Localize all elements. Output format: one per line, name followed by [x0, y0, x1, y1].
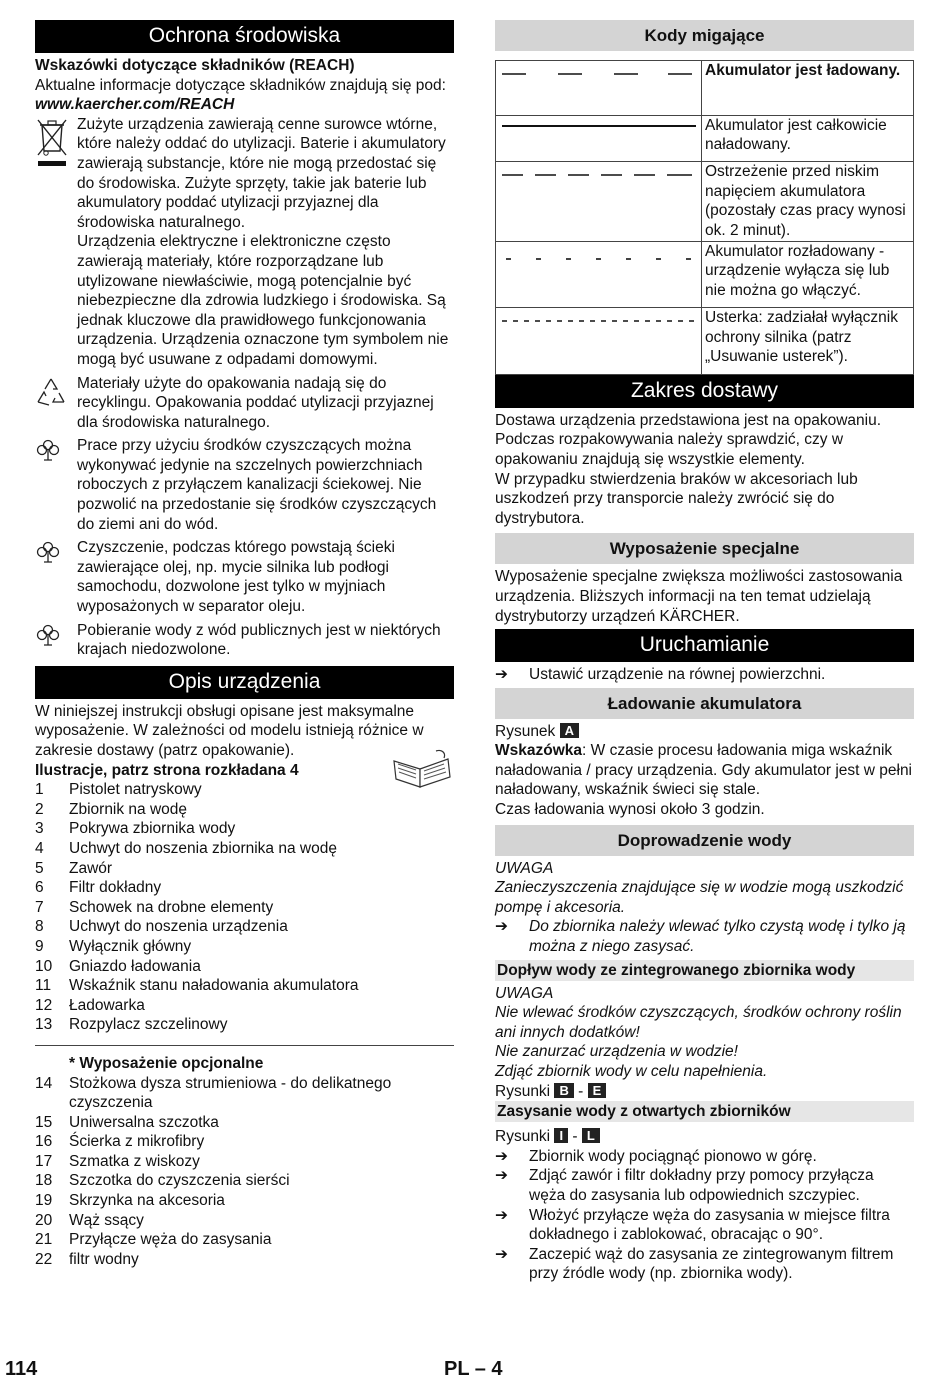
- charging-figure-ref: Rysunek A: [495, 722, 914, 742]
- item-label: Rozpylacz szczelinowy: [69, 1016, 228, 1034]
- warning-line: Nie wlewać środków czyszczących, środków ochrony roślin ani innych dodatków!: [495, 1004, 902, 1041]
- item-label: Wyłącznik główny: [69, 937, 192, 955]
- suction-steps: [495, 1147, 914, 1284]
- item-number: 15: [35, 1113, 53, 1131]
- step-item: [495, 1245, 914, 1284]
- blink-pattern: [496, 115, 702, 162]
- figure-letter-badge: I: [554, 1128, 568, 1143]
- list-item: [35, 1074, 454, 1113]
- code-description: Akumulator rozładowany - urządzenie wyłącza się lub nie można go włączyć.: [702, 241, 914, 308]
- item-number: 17: [35, 1152, 53, 1170]
- parts-list: [35, 780, 454, 1035]
- list-item: [35, 898, 454, 918]
- environment-paragraph: Pobieranie wody z wód publicznych jest w niektórych krajach niedozwolone.: [77, 621, 441, 659]
- item-number: 2: [35, 800, 44, 818]
- step-text: Włożyć przyłącze węża do zasysania w miejsce filtra dokładnego i zablokować, obracając o 90°.: [529, 1206, 890, 1244]
- illustrations-heading: Ilustracje, patrz strona rozkładana 4: [35, 761, 299, 779]
- blink-codes-table: [495, 60, 914, 375]
- cleaning-agents-block: [35, 436, 454, 534]
- environment-tree-icon: [35, 623, 77, 647]
- warning-label: UWAGA: [495, 859, 554, 877]
- blink-pattern: [496, 241, 702, 308]
- code-description: Akumulator jest całkowicie naładowany.: [702, 115, 914, 162]
- item-label: Ścierka z mikrofibry: [69, 1133, 205, 1151]
- item-number: 4: [35, 839, 44, 857]
- item-label: Pistolet natryskowy: [69, 781, 202, 799]
- step-item: [495, 1166, 914, 1205]
- list-item: [35, 1250, 454, 1270]
- tank-warning: [495, 1003, 914, 1081]
- item-number: 10: [35, 957, 53, 975]
- figure-letter-badge: E: [588, 1083, 607, 1098]
- optional-heading-row: [35, 1054, 454, 1074]
- item-number: 13: [35, 1016, 53, 1034]
- list-item: [35, 1152, 454, 1172]
- item-number: 18: [35, 1172, 53, 1190]
- arrow-icon: ➔: [495, 666, 508, 684]
- item-number: 20: [35, 1211, 53, 1229]
- section-title-delivery: Zakres dostawy: [495, 375, 914, 408]
- item-label: Gniazdo ładowania: [69, 957, 201, 975]
- packaging-block: [35, 374, 454, 433]
- public-water-block: [35, 621, 454, 660]
- arrow-icon: ➔: [495, 1147, 508, 1165]
- step-item: [495, 1147, 914, 1167]
- list-item: [35, 1132, 454, 1152]
- arrow-icon: ➔: [495, 918, 508, 936]
- environment-paragraph: Materiały użyte do opakowania nadają się do recyklingu. Opakowania poddać utylizacji przyjaznej dla środowiska naturalnego.: [77, 374, 434, 431]
- description-text: W niniejszej instrukcji obsługi opisane jest maksymalne wyposażenie. W zależności od modelu istnieją różnice w zakresie dostawy (patrz opakowanie).: [35, 702, 424, 759]
- item-label: Szczotka do czyszczenia sierści: [69, 1172, 290, 1190]
- step-text: Zaczepić wąż do zasysania ze zintegrowanym filtrem przy źródle wody (np. zbiornika wody).: [529, 1245, 894, 1283]
- list-item: [35, 996, 454, 1016]
- item-label: Stożkowa dysza strumieniowa - do delikatnego czyszczenia: [69, 1074, 392, 1112]
- item-number: 21: [35, 1231, 53, 1249]
- suction-figure-ref: Rysunki I - L: [495, 1127, 914, 1147]
- special-equipment-text: Wyposażenie specjalne zwiększa możliwości zastosowania urządzenia. Bliższych informacji na ten temat udzielają dystrybutorzy urządzeń KÄRCHER.: [495, 568, 903, 625]
- section-title-startup: Uruchamianie: [495, 629, 914, 662]
- blink-pattern-fast-dashes: [496, 308, 701, 368]
- item-label: Filtr dokładny: [69, 879, 162, 897]
- code-row: [496, 115, 914, 162]
- item-label: Wąż ssący: [69, 1211, 144, 1229]
- item-label: filtr wodny: [69, 1250, 139, 1268]
- environment-paragraph: Czyszczenie, podczas którego powstają ścieki zawierające olej, np. mycie silnika lub podłogi samochodu, dozwolone jest tylko w myjniach wyposażonych w separator oleju.: [77, 539, 395, 616]
- water-warning: Zanieczyszczenia znajdujące się w wodzie mogą uszkodzić pompę i akcesoria.: [495, 879, 904, 916]
- code-description: Ostrzeżenie przed niskim napięciem akumulatora (pozostały czas pracy wynosi ok. 2 minut).: [702, 162, 914, 241]
- startup-step: ➔ Ustawić urządzenie na równej powierzchni.: [495, 666, 826, 684]
- blink-pattern: [496, 308, 702, 375]
- list-item: [35, 1230, 454, 1250]
- figure-letter-badge: B: [554, 1083, 573, 1098]
- step-text: Zbiornik wody pociągnąć pionowo w górę.: [529, 1147, 817, 1165]
- item-label: Przyłącze węża do zasysania: [69, 1231, 272, 1249]
- item-label: Szmatka z wiskozy: [69, 1152, 200, 1170]
- list-item: [35, 917, 454, 937]
- crossed-bin-icon: [35, 117, 77, 169]
- environment-tree-icon: [35, 438, 77, 462]
- code-row: [496, 241, 914, 308]
- charging-time: Czas ładowania wynosi około 3 godzin.: [495, 801, 765, 819]
- section-title-description: Opis urządzenia: [35, 666, 454, 699]
- blink-pattern-solid: [496, 116, 701, 156]
- list-item: [35, 819, 454, 839]
- code-row: [496, 61, 914, 116]
- subsection-title-open-containers: Zasysanie wody z otwartych zbiorników: [495, 1101, 914, 1122]
- optional-heading: * Wyposażenie opcjonalne: [69, 1054, 264, 1072]
- list-item: [35, 1015, 454, 1035]
- item-label: Pokrywa zbiornika wody: [69, 820, 236, 838]
- list-item: [35, 859, 454, 879]
- item-label: Uchwyt do noszenia urządzenia: [69, 918, 288, 936]
- list-item: [35, 1171, 454, 1191]
- item-number: 16: [35, 1133, 53, 1151]
- environment-paragraph: Prace przy użyciu środków czyszczących można wykonywać jedynie na szczelnych powierzchniach roboczych z przyłączem kanalizacji ściekowej. Nie pozwolić na przedostanie się środków czyszczących do ziemi ani do wód.: [77, 437, 437, 533]
- open-book-icon: [390, 749, 454, 795]
- code-description: Usterka: zadziałał wyłącznik ochrony silnika (patrz „Usuwanie usterek”).: [702, 308, 914, 375]
- reach-text: Aktualne informacje dotyczące składników znajdują się pod:: [35, 76, 446, 94]
- arrow-icon: ➔: [495, 1206, 508, 1224]
- item-number: 9: [35, 937, 44, 955]
- item-label: Zawór: [69, 859, 113, 877]
- list-item: [35, 937, 454, 957]
- item-number: 11: [35, 977, 52, 995]
- item-number: 14: [35, 1074, 53, 1092]
- subsection-title-integrated-tank: Dopływ wody ze zintegrowanego zbiornika wody: [495, 960, 914, 981]
- charging-note: Wskazówka: W czasie procesu ładowania miga wskaźnik naładowania / pracy urządzenia. Gdy akumulator jest w pełni naładowany, wskaźnik świeci się stale.: [495, 742, 913, 799]
- list-item: [35, 1191, 454, 1211]
- section-title-charging: Ładowanie akumulatora: [495, 688, 914, 719]
- arrow-icon: ➔: [495, 1167, 508, 1185]
- section-title-environment: Ochrona środowiska: [35, 20, 454, 53]
- recycle-icon: [35, 376, 77, 408]
- section-title-codes: Kody migające: [495, 20, 914, 51]
- item-number: 6: [35, 879, 44, 897]
- item-label: Ładowarka: [69, 996, 145, 1014]
- delivery-paragraph: Dostawa urządzenia przedstawiona jest na opakowaniu. Podczas rozpakowywania należy sprawdzić, czy w opakowaniu znajdują się wszystkie elementy.: [495, 411, 882, 468]
- optional-parts-list: [35, 1074, 454, 1270]
- item-number: 3: [35, 820, 44, 838]
- blink-pattern: [496, 61, 702, 116]
- list-item: [35, 878, 454, 898]
- item-number: 1: [35, 781, 44, 799]
- tank-figure-ref: Rysunki B - E: [495, 1082, 914, 1102]
- divider: [35, 1045, 454, 1046]
- item-label: Zbiornik na wodę: [69, 800, 188, 818]
- reach-url[interactable]: www.kaercher.com/REACH: [35, 96, 235, 114]
- item-label: Wskaźnik stanu naładowania akumulatora: [69, 977, 359, 995]
- item-number: 7: [35, 898, 44, 916]
- step-text: Zdjąć zawór i filtr dokładny przy pomocy przyłącza węża do zasysania lub odpowiednich szczypiec.: [529, 1167, 874, 1204]
- blink-pattern-long-dashes: [496, 61, 701, 109]
- blink-pattern: [496, 162, 702, 241]
- code-row: [496, 308, 914, 375]
- item-label: Uchwyt do noszenia zbiornika na wodę: [69, 839, 337, 857]
- delivery-paragraph: W przypadku stwierdzenia braków w akcesoriach lub uszkodzeń przy transporcie należy zwrócić się do dystrybutora.: [495, 470, 858, 527]
- list-item: [35, 976, 454, 996]
- weee-block: [35, 115, 454, 370]
- page-number: 114: [5, 1358, 38, 1380]
- list-item: [35, 839, 454, 859]
- language-page-label: PL – 4: [444, 1358, 503, 1380]
- item-number: 22: [35, 1250, 53, 1268]
- list-item: [35, 957, 454, 977]
- right-column: [495, 20, 914, 1284]
- arrow-icon: ➔: [495, 1245, 508, 1263]
- environment-tree-icon: [35, 540, 77, 564]
- list-item: [35, 800, 454, 820]
- left-column: [35, 20, 454, 1269]
- item-label: Skrzynka na akcesoria: [69, 1192, 225, 1210]
- figure-letter-badge: L: [582, 1128, 600, 1143]
- blink-pattern-medium-dashes: [496, 162, 701, 228]
- list-item: [35, 1113, 454, 1133]
- environment-paragraph: Zużyte urządzenia zawierają cenne surowce wtórne, które należy oddać do utylizacji. Baterie i akumulatory zawierają substancje, które nie mogą przedostać się do środowiska. Zużyte sprzęty, takie jak baterie lub akumulatory poddać utylizacji przyjaznej dla środowiska naturalnego.: [77, 115, 446, 231]
- warning-label: UWAGA: [495, 984, 554, 1002]
- code-row: [496, 162, 914, 241]
- item-label: Uniwersalna szczotka: [69, 1113, 219, 1131]
- item-number: 19: [35, 1192, 53, 1210]
- environment-paragraph: Urządzenia elektryczne i elektroniczne często zawierają materiały, które rozporządzane lub utylizowane niewłaściwie, mogą potencjalnie być niebezpieczne dla zdrowia ludzkiego i środowiska. Są jednak kluczowe dla prawidłowego funkcjonowania urządzenia. Urządzenia oznaczone tym symbolem nie mogą być usuwane z odpadami domowymi.: [77, 233, 449, 368]
- reach-heading: Wskazówki dotyczące składników (REACH): [35, 57, 355, 74]
- item-label: Schowek na drobne elementy: [69, 898, 274, 916]
- code-description: Akumulator jest ładowany.: [702, 61, 914, 116]
- section-title-water-supply: Doprowadzenie wody: [495, 825, 914, 856]
- item-number: 8: [35, 918, 44, 936]
- water-step: ➔ Do zbiornika należy wlewać tylko czystą wodę i tylko ją można z niego zasysać.: [495, 918, 906, 956]
- warning-line: Zdjąć zbiornik wody w celu napełnienia.: [495, 1063, 768, 1080]
- blink-pattern-short-dashes: [496, 242, 701, 302]
- warning-line: Nie zanurzać urządzenia w wodzie!: [495, 1043, 738, 1061]
- item-number: 12: [35, 996, 53, 1014]
- oil-wastewater-block: [35, 538, 454, 616]
- step-item: [495, 1206, 914, 1245]
- section-title-special-equipment: Wyposażenie specjalne: [495, 533, 914, 564]
- list-item: [35, 1211, 454, 1231]
- item-number: 5: [35, 859, 44, 877]
- figure-letter-badge: A: [560, 723, 579, 738]
